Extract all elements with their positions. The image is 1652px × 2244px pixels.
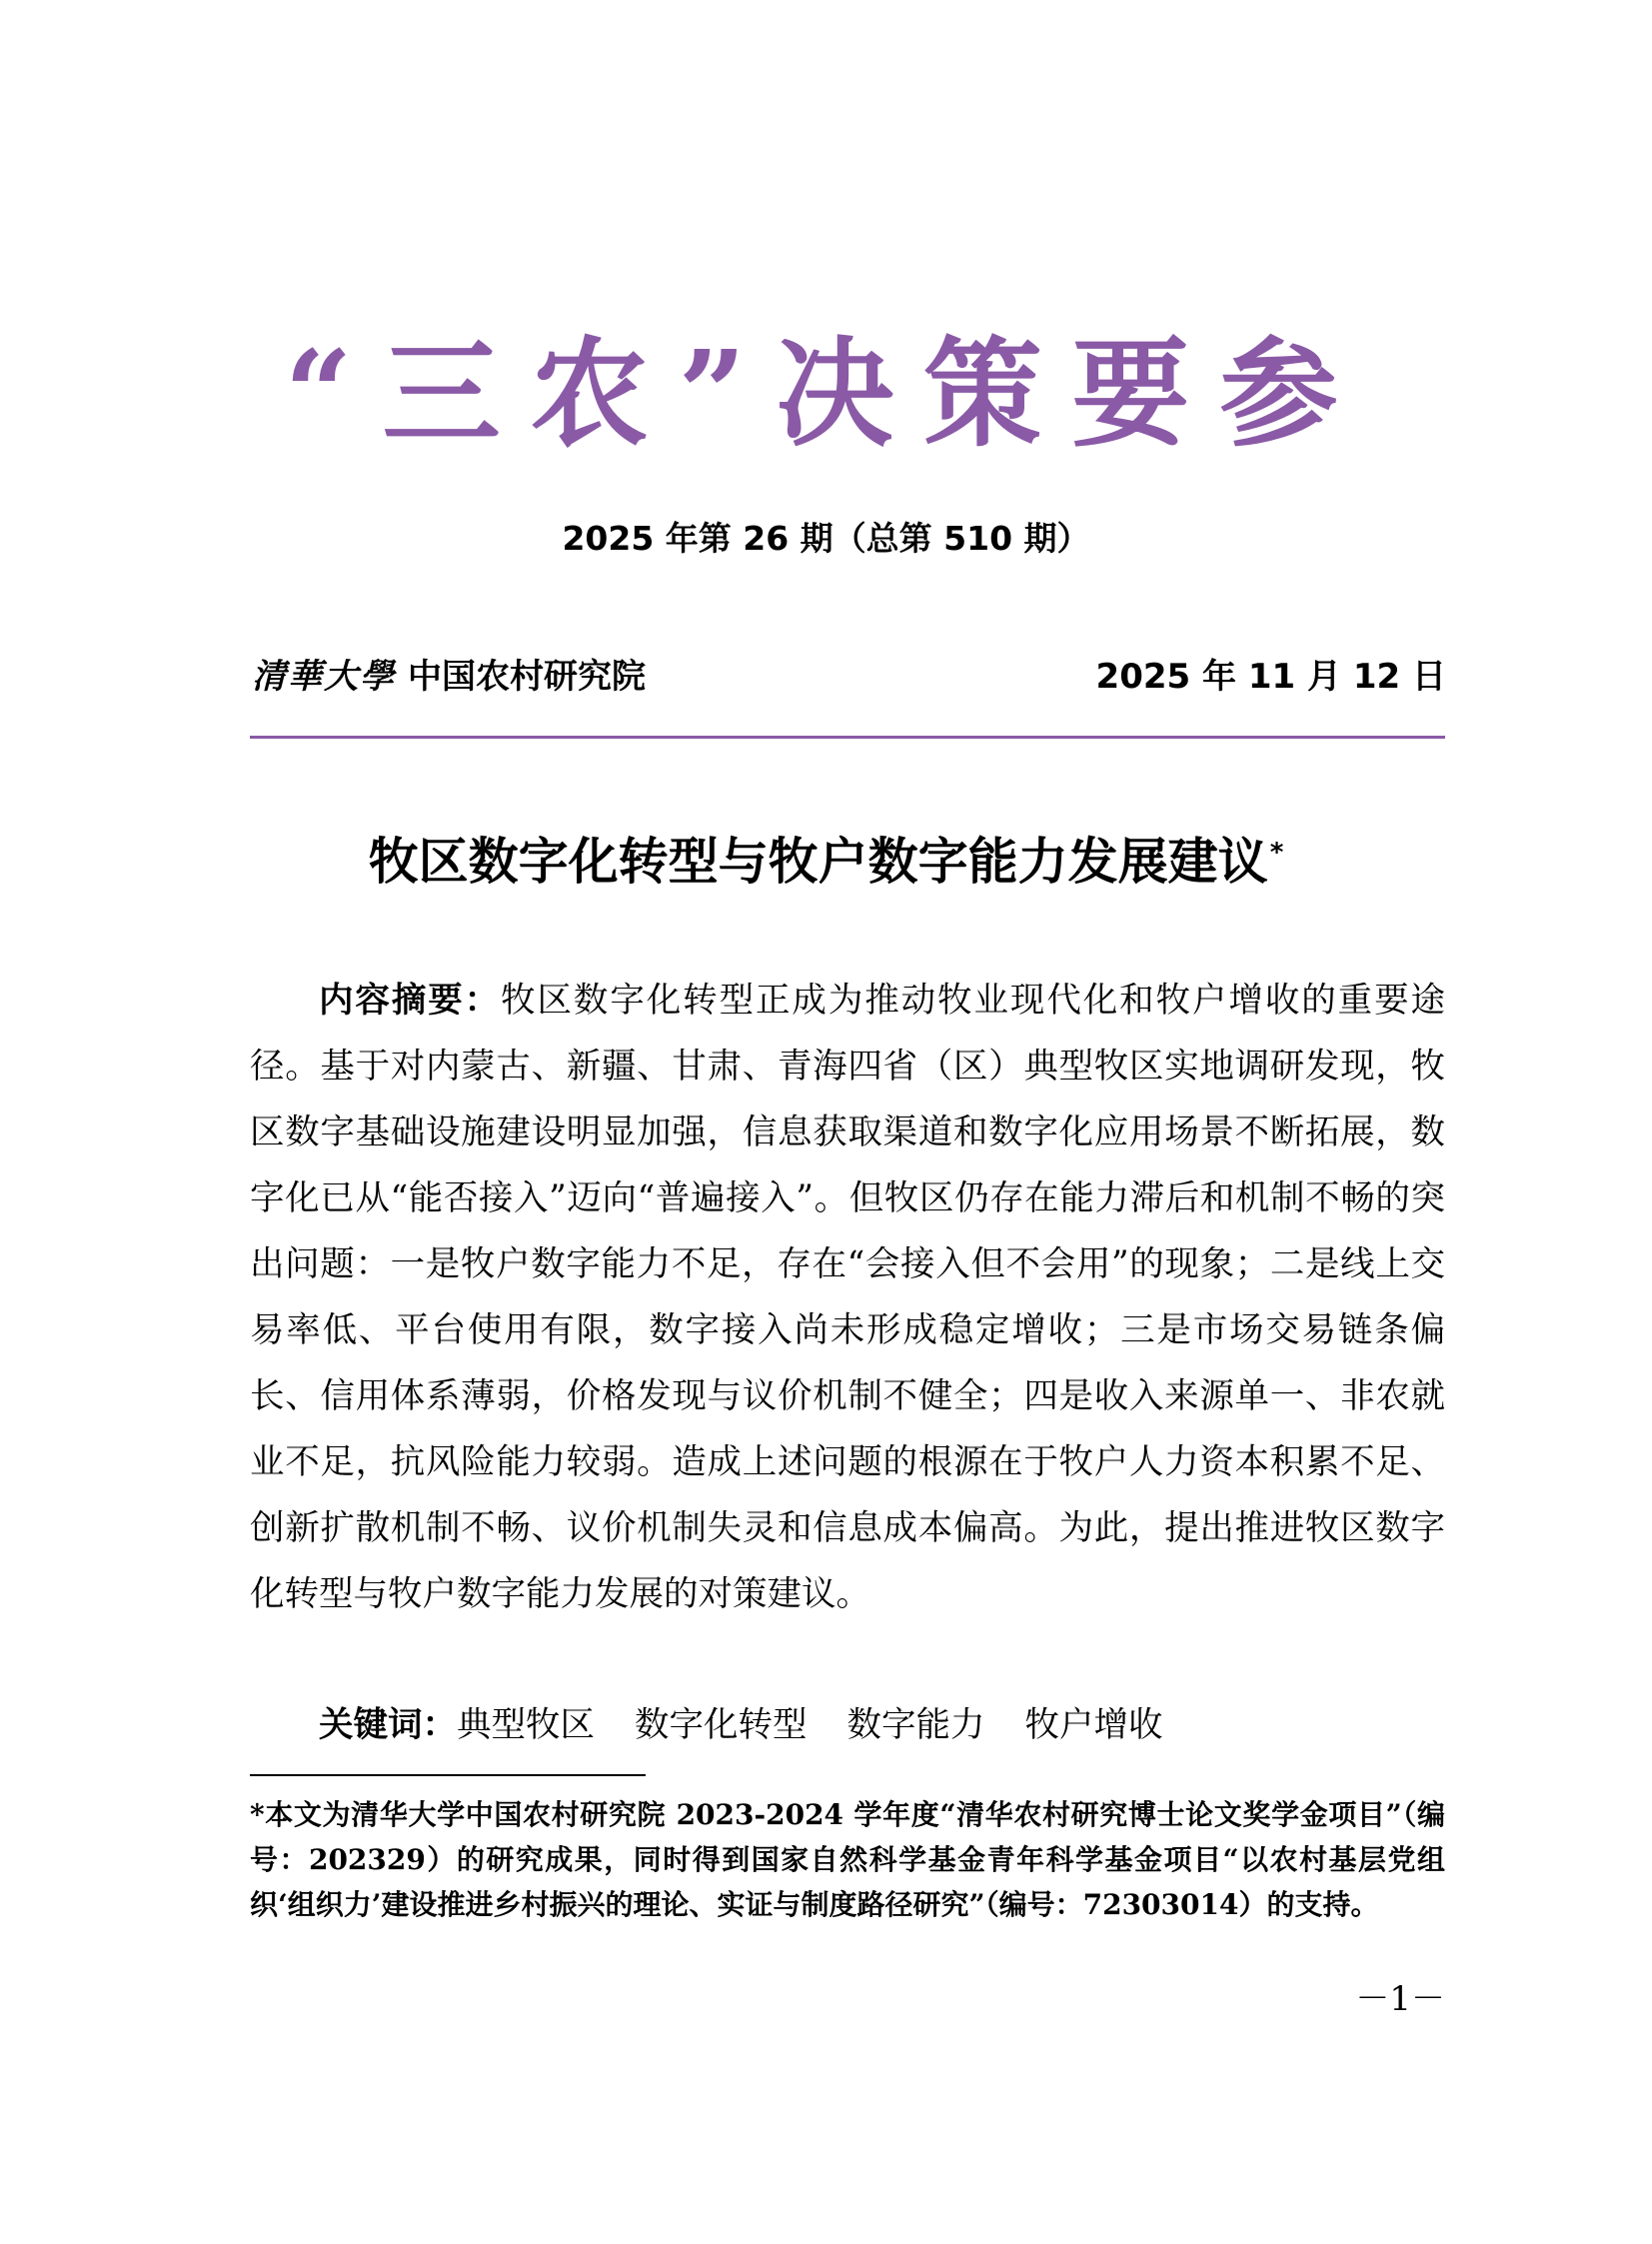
organization	[252, 657, 646, 697]
abstract	[250, 968, 1445, 1627]
institute-name: 中国农村研究院	[408, 657, 646, 697]
keyword: 牧户增收	[1024, 1705, 1163, 1745]
footnote-divider	[250, 1774, 646, 1776]
masthead-title: “三农”决策要参	[284, 324, 1368, 463]
abstract-label: 内容摘要：	[319, 981, 502, 1021]
org-row	[252, 657, 1446, 710]
footnote: *本文为清华大学中国农村研究院 2023-2024 学年度“清华农村研究博士论文奖学金项目”（编号：202329）的研究成果，同时得到国家自然科学基金青年科学基金项目“以农村基层党组织‘组织力’建设推进乡村振兴的理论、实证与制度路径研究”（编号：72303014）的支持。	[250, 1798, 1445, 1921]
article-title	[0, 833, 1652, 891]
keyword: 典型牧区	[457, 1705, 595, 1745]
keywords	[250, 1692, 1445, 1758]
keyword: 数字能力	[846, 1705, 985, 1745]
page-number: －1－	[1355, 1979, 1445, 2019]
article-title-text: 牧区数字化转型与牧户数字能力发展建议	[368, 833, 1268, 891]
header-divider	[250, 736, 1445, 739]
title-footnote-marker: *	[1269, 838, 1284, 869]
university-logo-text: 清華大學	[252, 657, 396, 697]
issue-number: 2025 年第 26 期（总第 510 期）	[562, 519, 1090, 558]
publish-date: 2025 年 11 月 12 日	[1095, 657, 1446, 697]
keywords-label: 关键词：	[319, 1705, 457, 1745]
keyword: 数字化转型	[635, 1705, 808, 1745]
abstract-text: 牧区数字化转型正成为推动牧业现代化和牧户增收的重要途径。基于对内蒙古、新疆、甘肃、青海四省（区）典型牧区实地调研发现，牧区数字基础设施建设明显加强，信息获取渠道和数字化应用场景不断拓展，数字化已从“能否接入”迈向“普遍接入”。但牧区仍存在能力滞后和机制不畅的突出问题：一是牧户数字能力不足，存在“会接入但不会用”的现象；二是线上交易率低、平台使用有限，数字接入尚未形成稳定增收；三是市场交易链条偏长、信用体系薄弱，价格发现与议价机制不健全；四是收入来源单一、非农就业不足，抗风险能力较弱。造成上述问题的根源在于牧户人力资本积累不足、创新扩散机制不畅、议价机制失灵和信息成本偏高。为此，提出推进牧区数字化转型与牧户数字能力发展的对策建议。	[250, 981, 1446, 1614]
